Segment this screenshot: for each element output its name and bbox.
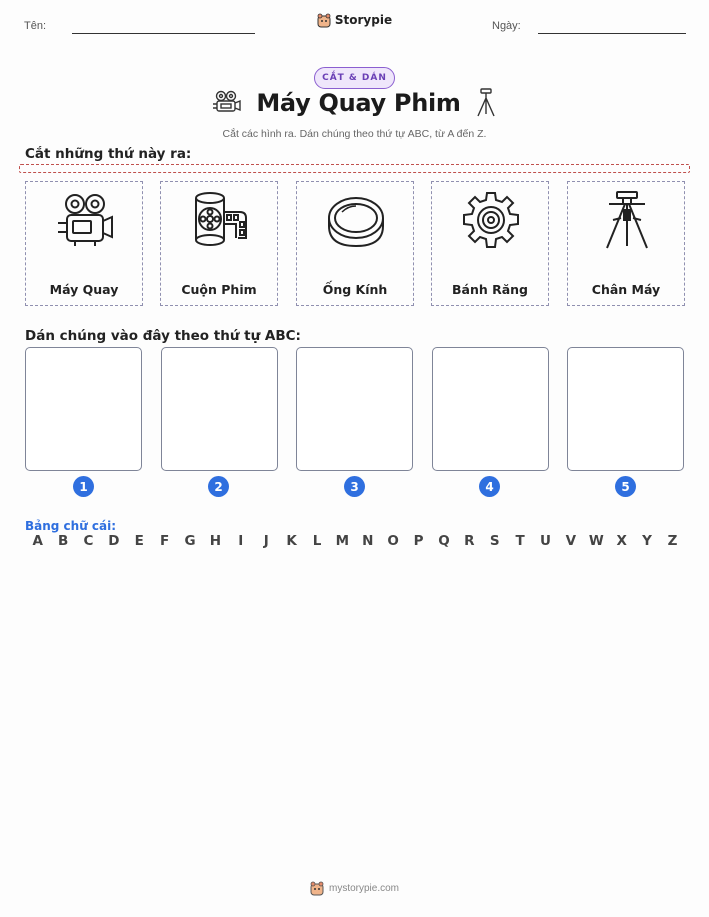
date-label: Ngày: bbox=[492, 20, 521, 32]
cut-card-lens[interactable] bbox=[296, 181, 414, 306]
alphabet-letter: T bbox=[515, 533, 525, 549]
cut-card-film-reel[interactable] bbox=[160, 181, 278, 306]
brand-name: Storypie bbox=[334, 13, 393, 27]
gear-icon bbox=[461, 190, 521, 250]
alphabet-letter: S bbox=[489, 533, 500, 549]
cut-card-label: Ống Kính bbox=[322, 282, 388, 297]
cut-card-label: Máy Quay bbox=[49, 282, 119, 297]
cut-card-label: Cuộn Phim bbox=[181, 282, 257, 297]
paste-slot-3[interactable] bbox=[296, 347, 413, 471]
activity-badge: CẮT & DÁN bbox=[314, 67, 395, 89]
alphabet-row bbox=[25, 533, 685, 549]
movie-camera-icon bbox=[212, 90, 242, 116]
alphabet-letter: L bbox=[312, 533, 322, 549]
alphabet-letter: X bbox=[616, 533, 627, 549]
alphabet-letter: H bbox=[209, 533, 222, 549]
storypie-mascot-icon bbox=[310, 880, 324, 896]
footer bbox=[0, 880, 709, 896]
alphabet-letter: D bbox=[108, 533, 120, 549]
tripod-icon bbox=[475, 88, 497, 118]
alphabet-letter: I bbox=[238, 533, 244, 549]
date-field-line[interactable] bbox=[538, 33, 686, 34]
alphabet-letter: U bbox=[540, 533, 551, 549]
cut-section-label: Cắt những thứ này ra: bbox=[25, 146, 192, 162]
alphabet-letter: P bbox=[413, 533, 424, 549]
alphabet-letter: M bbox=[335, 533, 350, 549]
slot-number-1: 1 bbox=[73, 476, 94, 497]
film-reel-icon bbox=[190, 190, 250, 250]
alphabet-letter: W bbox=[588, 533, 604, 549]
alphabet-letter: Z bbox=[667, 533, 678, 549]
alphabet-letter: C bbox=[83, 533, 94, 549]
slot-number-2: 2 bbox=[208, 476, 229, 497]
slot-number-5: 5 bbox=[615, 476, 636, 497]
lens-icon bbox=[326, 190, 386, 250]
storypie-mascot-icon bbox=[317, 12, 331, 28]
name-field-line[interactable] bbox=[72, 33, 255, 34]
alphabet-letter: A bbox=[32, 533, 43, 549]
alphabet-letter: K bbox=[286, 533, 297, 549]
alphabet-letter: J bbox=[263, 533, 269, 549]
footer-site[interactable]: mystorypie.com bbox=[328, 882, 399, 894]
movie-camera-icon bbox=[55, 190, 115, 250]
alphabet-letter: O bbox=[387, 533, 399, 549]
cut-card-label: Chân Máy bbox=[591, 282, 661, 297]
alphabet-letter: E bbox=[134, 533, 144, 549]
paste-slot-2[interactable] bbox=[161, 347, 278, 471]
paste-slot-1[interactable] bbox=[25, 347, 142, 471]
alphabet-letter: F bbox=[160, 533, 170, 549]
paste-slot-4[interactable] bbox=[432, 347, 549, 471]
title-row bbox=[0, 88, 709, 118]
alphabet-letter: N bbox=[362, 533, 374, 549]
cut-card-tripod[interactable] bbox=[567, 181, 685, 306]
alphabet-letter: B bbox=[57, 533, 69, 549]
tripod-icon bbox=[597, 190, 657, 250]
name-label: Tên: bbox=[24, 20, 47, 32]
alphabet-letter: Q bbox=[438, 533, 450, 549]
cut-card-camera[interactable] bbox=[25, 181, 143, 306]
page-title: Máy Quay Phim bbox=[256, 89, 461, 117]
slot-number-3: 3 bbox=[344, 476, 365, 497]
alphabet-letter: Y bbox=[642, 533, 652, 549]
alphabet-letter: R bbox=[464, 533, 475, 549]
brand-logo bbox=[0, 12, 709, 28]
cut-line bbox=[19, 164, 690, 173]
slot-number-4: 4 bbox=[479, 476, 500, 497]
alphabet-letter: G bbox=[184, 533, 196, 549]
alphabet-label: Bảng chữ cái: bbox=[25, 519, 117, 533]
cut-card-label: Bánh Răng bbox=[451, 282, 529, 297]
instructions: Cắt các hình ra. Dán chúng theo thứ tự ABC, từ A đến Z. bbox=[222, 128, 487, 140]
paste-slot-5[interactable] bbox=[567, 347, 684, 471]
paste-section-label: Dán chúng vào đây theo thứ tự ABC: bbox=[25, 328, 301, 344]
cut-card-gear[interactable] bbox=[431, 181, 549, 306]
alphabet-letter: V bbox=[565, 533, 577, 549]
